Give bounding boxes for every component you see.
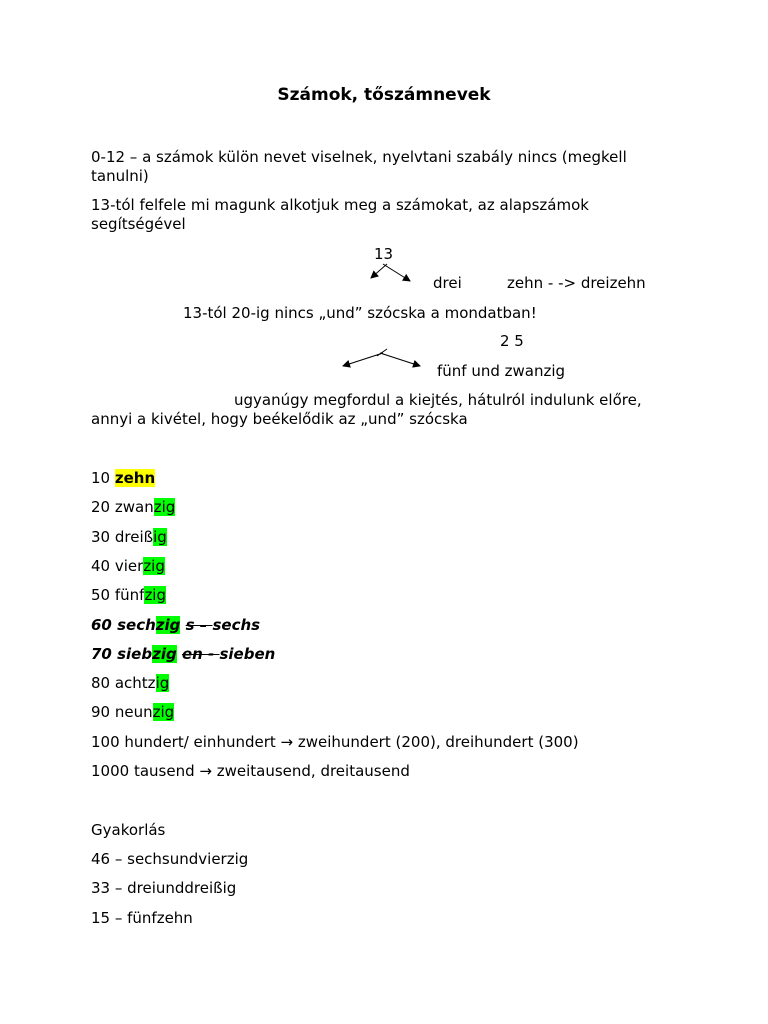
practice-item: 15 – fünfzehn [91,909,193,927]
tens-number: 20 [91,498,115,516]
practice-item: 33 – dreiunddreißig [91,879,237,897]
tens-number: 50 [91,586,115,604]
example-25-note-line-1: ugyanúgy megfordul a kiejtés, hátulról indulunk előre, [234,391,642,409]
tens-number: 40 [91,557,115,575]
tens-stem: dreiß [114,528,154,546]
arrow-right-icon: → [199,762,212,780]
tens-suffix: zig [144,586,166,604]
arrow-13-left [371,264,387,278]
tens-number: 90 [91,703,115,721]
intro-paragraph-2-line-1: 13-tól felfele mi magunk alkotjuk meg a számokat, az alapszámok [91,196,589,214]
tens-suffix: zig [155,616,181,634]
tens-stem: vier [114,557,144,575]
practice-item: 46 – sechsundvierzig [91,850,249,868]
tens-struck: s – [185,616,213,634]
page-title: Számok, tőszámnevek [277,85,491,105]
tens-number: 70 [91,645,118,663]
tens-suffix: zig [153,498,176,516]
tens-stem: neun [114,703,153,721]
list-item-100 [91,733,579,752]
example-13-part-zehn: zehn - -> dreizehn [507,274,646,292]
list-item-40 [91,557,165,576]
arrow-25-left [343,353,383,366]
list-item-60 [91,616,260,635]
intro-paragraph-1-line-2: tanulni) [91,167,149,185]
example-25-note-line-2: annyi a kivétel, hogy beékelődik az „und” szócska [91,410,468,428]
arrow-13-right [383,264,410,281]
tens-suffix: ig [155,674,170,692]
list-item-90 [91,703,174,722]
tens-struck: en - [181,645,220,663]
list-item-1000 [91,762,410,781]
tens-stem: zwan [114,498,154,516]
tens-base: sechs [212,616,261,634]
example-13-note: 13-tól 20-ig nincs „und” szócska a mondatban! [183,304,537,322]
practice-heading: Gyakorlás [91,821,166,839]
list-item-30 [91,528,167,547]
tens-stem: achtz [114,674,156,692]
tens-stem: sieb [117,645,153,663]
list-item-10 [91,469,155,488]
example-13-number: 13 [374,245,394,263]
list-item-70 [91,645,275,664]
example-25-number: 2 5 [500,332,524,350]
intro-paragraph-2-line-2: segítségével [91,215,186,233]
tens-suffix: ig [153,528,167,546]
tens-number: 60 [91,616,118,634]
tens-stem: fünf [114,586,145,604]
hundred-lead: 100 hundert/ einhundert [91,733,281,751]
list-item-50 [91,586,166,605]
arrow-right-icon: → [280,733,294,751]
tens-base: sieben [219,645,276,663]
list-item-20 [91,498,175,517]
tens-stem: sech [117,616,156,634]
arrow-25-right [380,353,420,366]
tens-suffix: zig [152,703,175,721]
example-13-part-drei: drei [433,274,462,292]
example-25-text: fünf und zwanzig [437,362,566,380]
tens-number: 80 [91,674,115,692]
hundred-rest: zweihundert (200), dreihundert (300) [293,733,579,751]
thousand-rest: zweitausend, dreitausend [211,762,410,780]
intro-paragraph-1-line-1: 0-12 – a számok külön nevet viselnek, nyelvtani szabály nincs (megkell [91,148,627,166]
tens-suffix: zig [143,557,165,575]
tens-highlight: zehn [114,469,156,487]
tens-suffix: zig [152,645,177,663]
tens-number: 30 [91,528,115,546]
thousand-lead: 1000 tausend [91,762,200,780]
list-item-80 [91,674,169,693]
tens-number: 10 [91,469,115,487]
